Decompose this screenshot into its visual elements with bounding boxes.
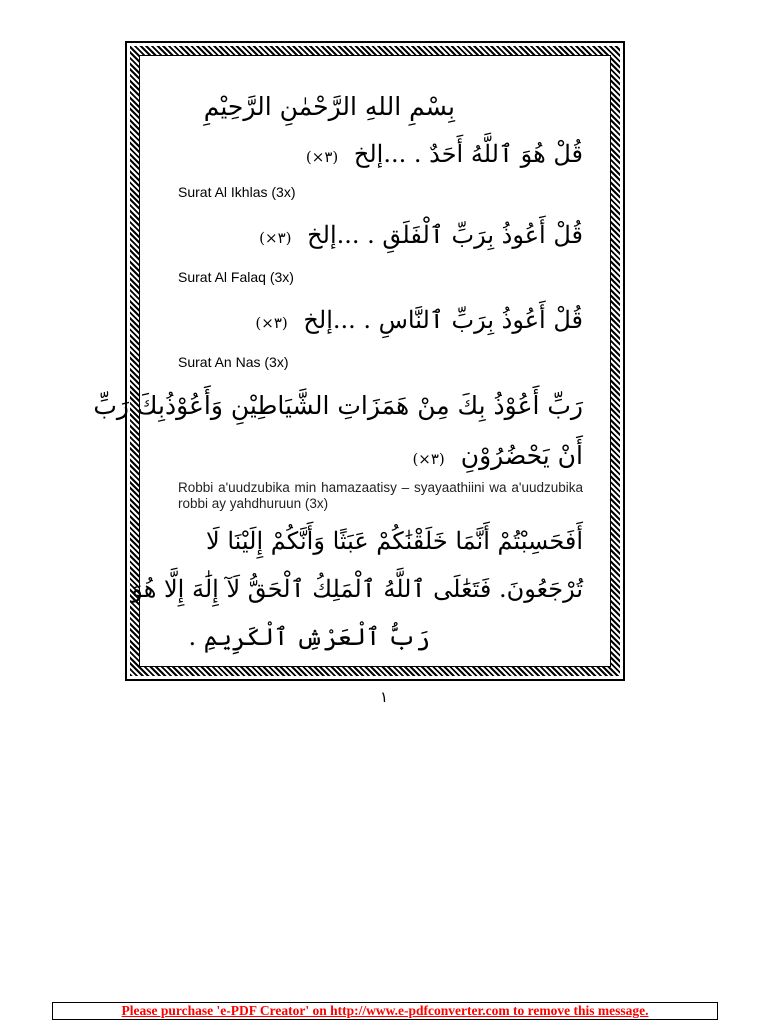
ornamental-border — [93, 46, 620, 676]
doa-line-1: رَبِّ أَعُوْذُ بِكَ مِنْ هَمَزَاتِ الشَّيَاطِيْنِ وَأَعُوْذُبِكَ رَبِّ — [93, 391, 583, 420]
verse-nas-arabic: قُلْ أَعُوذُ بِرَبِّ ٱلنَّاسِ . ...إلخ — [303, 306, 583, 334]
page-content — [93, 56, 595, 666]
verse-falaq-arabic: قُلْ أَعُوذُ بِرَبِّ ٱلْفَلَقِ . ...إلخ — [307, 221, 583, 249]
repeat-mark: (٣×) — [412, 450, 445, 468]
doa-transliteration: Robbi a'uudzubika min hamazaatisy – syayaathiini wa a'uudzubika robbi ay yahdhuruun (3x) — [178, 480, 583, 511]
closing-line-1: أَفَحَسِبْتُمْ أَنَّمَا خَلَقْنَٰكُمْ عَبَثًا وَأَنَّكُمْ إِلَيْنَا لَا — [206, 527, 583, 555]
purchase-banner-link[interactable]: Please purchase 'e-PDF Creator' on http://www.e-pdfconverter.com to remove this message. — [52, 1002, 718, 1020]
repeat-mark: (٣×) — [255, 314, 288, 332]
verse-ikhlas-arabic: قُلْ هُوَ ٱللَّهُ أَحَدٌ . ...إلخ — [353, 140, 583, 168]
repeat-mark: (٣×) — [259, 229, 292, 247]
doa-line-2-arabic: أَنْ يَحْضُرُوْنِ — [460, 441, 583, 470]
label-falaq: Surat Al Falaq (3x) — [178, 269, 294, 285]
page-number: ١ — [379, 688, 389, 706]
label-ikhlas: Surat Al Ikhlas (3x) — [178, 184, 296, 200]
closing-line-3: رَبُّ ٱلْعَرْشِ ٱلْكَرِيمِ . — [188, 623, 430, 651]
verse-ikhlas — [306, 140, 583, 168]
verse-nas — [255, 306, 583, 334]
page-border — [93, 41, 625, 681]
basmala: بِسْمِ اللهِ الرَّحْمٰنِ الرَّحِيْمِ — [203, 92, 455, 121]
verse-falaq — [259, 221, 583, 249]
doa-line-2 — [412, 441, 583, 470]
closing-line-2: تُرْجَعُونَ. فَتَعَٰلَى ٱللَّهُ ٱلْمَلِكُ ٱلْحَقُّ لَآ إِلَٰهَ إِلَّا هُوَ — [131, 575, 583, 603]
repeat-mark: (٣×) — [305, 148, 339, 166]
label-nas: Surat An Nas (3x) — [178, 354, 289, 370]
page-content-area — [93, 55, 611, 667]
